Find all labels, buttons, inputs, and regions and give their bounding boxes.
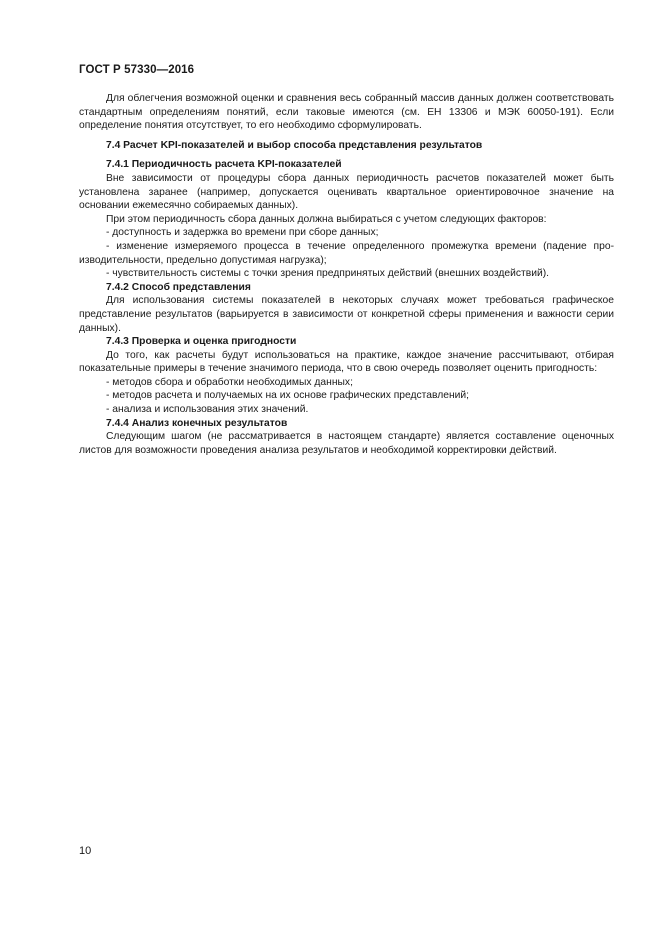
section-7-4-heading: 7.4 Расчет KPI-показателей и выбор способа представления результатов [106,139,483,151]
section-7-4-2-heading: 7.4.2 Способ представления [106,281,251,293]
section-7-4-3-heading: 7.4.3 Проверка и оценка пригодности [106,336,297,348]
section-7-4-1-paragraph-1: Вне зависимости от процедуры сбора данных периодичность расчетов показателей может быть установлена заранее (например, допускается оценивать квартальное ориентировочное значение на основании ежемесячно собираемых данных). [79,172,614,212]
section-7-4-1-paragraph-2: При этом периодичность сбора данных должна выбираться с учетом следующих факторов: [106,213,547,225]
section-7-4-2-paragraph: Для использования системы показателей в некоторых случаях может требоваться графическое представление результатов (варьируется в зависимости от конкретной сферы применения и важности серии данных). [79,295,614,334]
list-item: - методов расчета и получаемых на их основе графических представлений; [106,390,470,402]
list-item: - изменение измеряемого процесса в течение определенного промежутка времени (падение производительности, предельно допустимая нагрузка); [79,240,614,266]
list-item: - методов сбора и обработки необходимых данных; [106,376,353,388]
list-item: - анализа и использования этих значений. [106,404,309,416]
section-7-4-4-heading: 7.4.4 Анализ конечных результатов [106,417,288,429]
intro-paragraph: Для облегчения возможной оценки и сравнения весь собранный массив данных должен соответствовать стандартным определениям понятий, если таковые имеются (см. ЕН 13306 и МЭК 60050-191). Если определение понятия отсутствует, то его необходимо сформулировать. [79,93,614,132]
page-number: 10 [79,845,92,857]
standard-id-header: ГОСТ Р 57330—2016 [79,64,195,76]
section-7-4-1-heading: 7.4.1 Периодичность расчета KPI-показателей [106,159,342,171]
section-7-4-4-paragraph: Следующим шагом (не рассматривается в настоящем стандарте) является составление оценочных листов для возможности проведения анализа результатов и необходимой корректировки действий. [79,431,614,456]
document-body [79,92,614,457]
section-7-4-3-paragraph: До того, как расчеты будут использоваться на практике, каждое значение рассчитывают, отбирая показательные примеры в течение значимого периода, что в свою очередь позволяет оценить пригодность: [79,349,614,375]
list-item: - чувствительность системы с точки зрения предпринятых действий (внешних воздействий). [106,268,549,280]
list-item: - доступность и задержка во времени при сборе данных; [106,227,379,239]
